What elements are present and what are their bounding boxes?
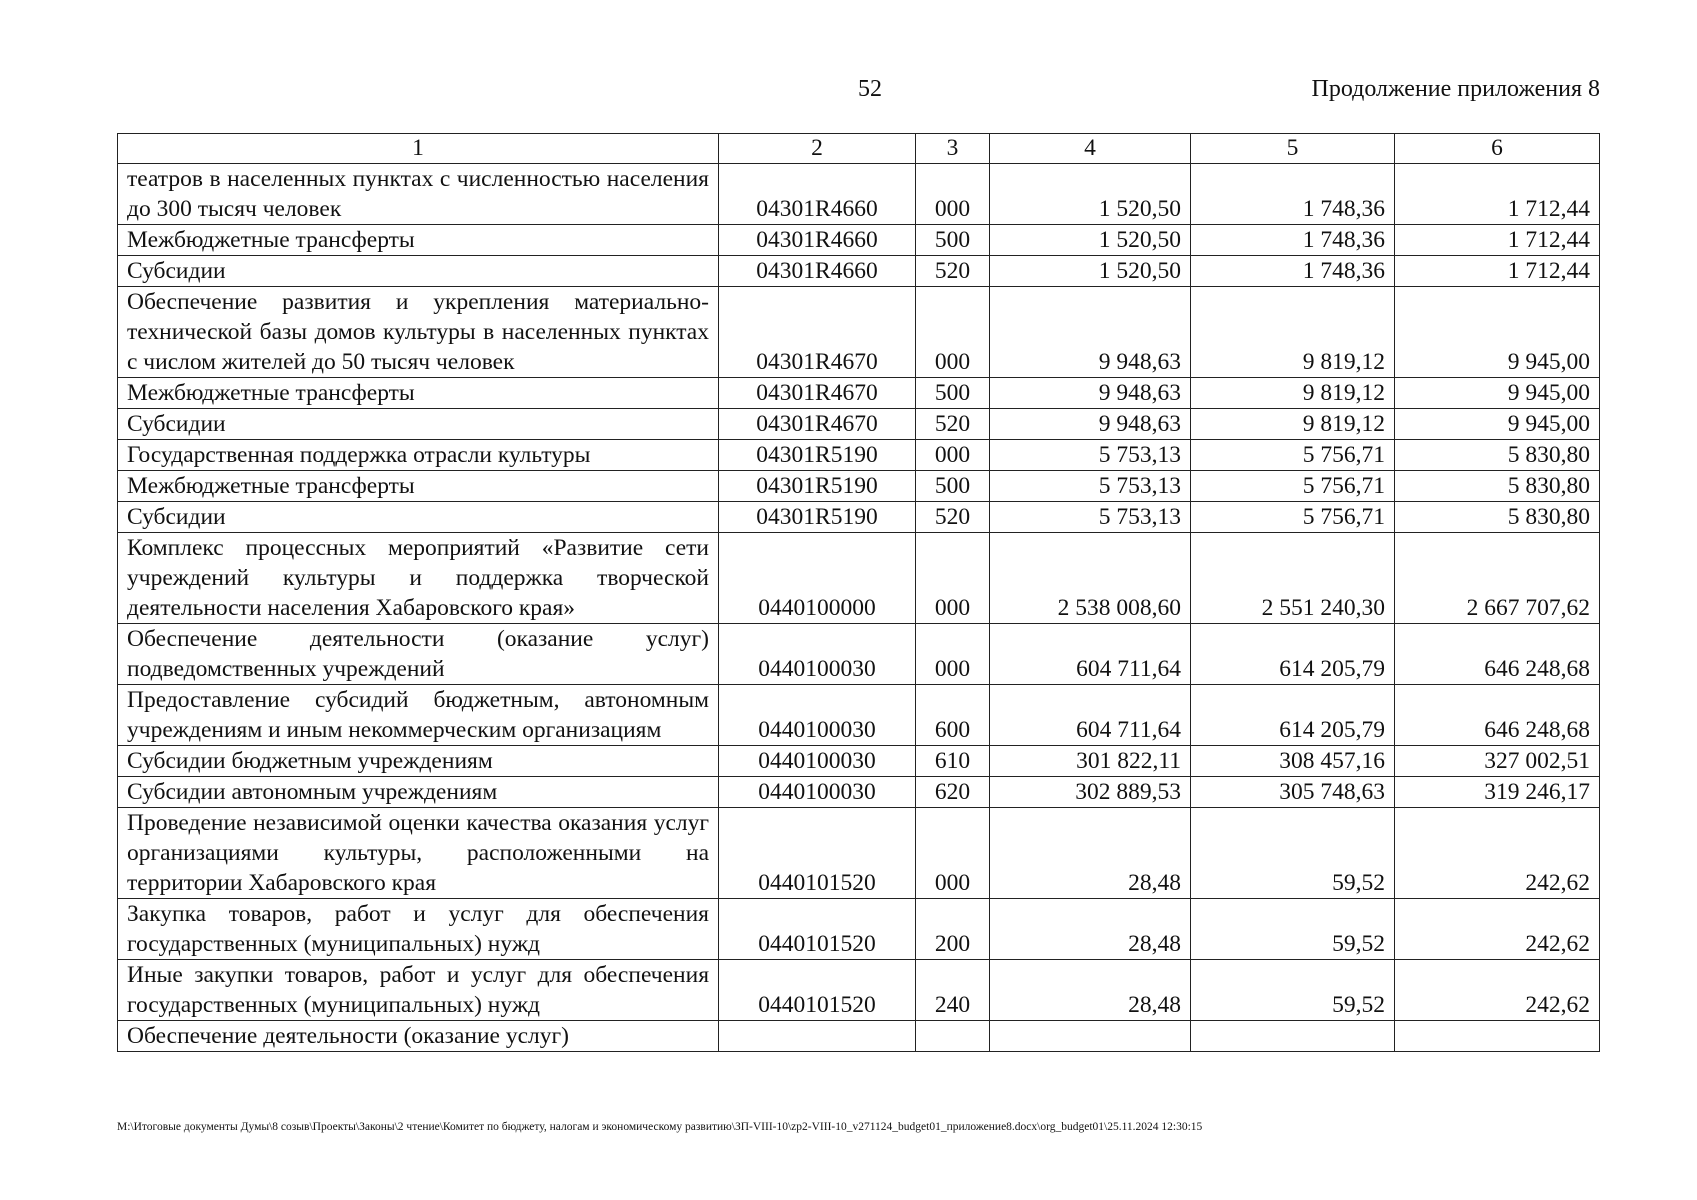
row-amount-col5-cell: 614 205,79 (1191, 624, 1395, 685)
row-amount-col5-cell: 59,52 (1191, 960, 1395, 1021)
row-amount-col4-cell: 9 948,63 (990, 287, 1191, 378)
row-name-cell: Иные закупки товаров, работ и услуг для обеспечения государственных (муниципальных) нужд (118, 960, 719, 1021)
row-amount-col5-cell: 1 748,36 (1191, 164, 1395, 225)
row-amount-col6-cell: 319 246,17 (1395, 777, 1600, 808)
row-code-cell: 04301R4660 (719, 225, 916, 256)
row-amount-col6-cell: 242,62 (1395, 808, 1600, 899)
row-name-cell: театров в населенных пунктах с численностью населения до 300 тысяч человек (118, 164, 719, 225)
appendix-continuation-label: Продолжение приложения 8 (1311, 76, 1600, 102)
table-row (118, 533, 1600, 624)
row-amount-col5-cell: 308 457,16 (1191, 746, 1395, 777)
row-amount-col5-cell: 59,52 (1191, 808, 1395, 899)
row-expense-type-cell: 000 (916, 533, 990, 624)
row-amount-col5-cell: 2 551 240,30 (1191, 533, 1395, 624)
row-name-cell: Субсидии (118, 256, 719, 287)
table-row (118, 624, 1600, 685)
row-amount-col4-cell: 9 948,63 (990, 409, 1191, 440)
table-row (118, 808, 1600, 899)
row-amount-col6-cell: 5 830,80 (1395, 440, 1600, 471)
row-amount-col4-cell: 28,48 (990, 960, 1191, 1021)
row-amount-col5-cell: 614 205,79 (1191, 685, 1395, 746)
row-amount-col4-cell: 1 520,50 (990, 164, 1191, 225)
row-code-cell: 04301R4660 (719, 164, 916, 225)
row-expense-type-cell: 520 (916, 502, 990, 533)
row-amount-col4-cell: 5 753,13 (990, 440, 1191, 471)
row-amount-col4-cell: 5 753,13 (990, 471, 1191, 502)
budget-table (117, 133, 1600, 1052)
row-amount-col5-cell (1191, 1021, 1395, 1052)
row-expense-type-cell: 520 (916, 256, 990, 287)
table-row (118, 471, 1600, 502)
row-code-cell (719, 1021, 916, 1052)
table-row (118, 746, 1600, 777)
row-code-cell: 0440100030 (719, 746, 916, 777)
row-code-cell: 04301R4660 (719, 256, 916, 287)
row-name-cell: Межбюджетные трансферты (118, 378, 719, 409)
table-header-row (118, 134, 1600, 164)
row-code-cell: 04301R4670 (719, 378, 916, 409)
row-name-cell: Государственная поддержка отрасли культуры (118, 440, 719, 471)
row-code-cell: 0440100030 (719, 777, 916, 808)
row-expense-type-cell: 500 (916, 225, 990, 256)
table-row (118, 777, 1600, 808)
row-amount-col5-cell: 9 819,12 (1191, 409, 1395, 440)
row-amount-col6-cell: 2 667 707,62 (1395, 533, 1600, 624)
row-expense-type-cell: 520 (916, 409, 990, 440)
row-amount-col6-cell: 646 248,68 (1395, 624, 1600, 685)
row-amount-col4-cell: 28,48 (990, 808, 1191, 899)
row-amount-col4-cell: 28,48 (990, 899, 1191, 960)
row-name-cell: Обеспечение деятельности (оказание услуг) (118, 1021, 719, 1052)
row-amount-col6-cell: 242,62 (1395, 960, 1600, 1021)
row-name-cell: Субсидии (118, 409, 719, 440)
row-name-cell: Субсидии автономным учреждениям (118, 777, 719, 808)
row-amount-col4-cell: 2 538 008,60 (990, 533, 1191, 624)
table-row (118, 440, 1600, 471)
row-name-cell: Предоставление субсидий бюджетным, автономным учреждениям и иным некоммерческим организациям (118, 685, 719, 746)
row-name-cell: Межбюджетные трансферты (118, 225, 719, 256)
row-expense-type-cell: 000 (916, 164, 990, 225)
row-code-cell: 04301R5190 (719, 471, 916, 502)
table-row (118, 378, 1600, 409)
row-amount-col6-cell: 1 712,44 (1395, 225, 1600, 256)
row-amount-col6-cell: 9 945,00 (1395, 287, 1600, 378)
row-expense-type-cell: 000 (916, 624, 990, 685)
row-expense-type-cell: 600 (916, 685, 990, 746)
row-expense-type-cell (916, 1021, 990, 1052)
row-amount-col5-cell: 5 756,71 (1191, 471, 1395, 502)
table-row (118, 164, 1600, 225)
row-name-cell: Проведение независимой оценки качества оказания услуг организациями культуры, расположенными на территории Хабаровского края (118, 808, 719, 899)
table-row (118, 287, 1600, 378)
row-code-cell: 0440100000 (719, 533, 916, 624)
row-code-cell: 04301R5190 (719, 440, 916, 471)
row-amount-col5-cell: 1 748,36 (1191, 256, 1395, 287)
document-file-path: M:\Итоговые документы Думы\8 созыв\Проекты\Законы\2 чтение\Комитет по бюджету, налогам и экономическому развитию\ЗП-VIII-10\zp2-VIII-10_v271124_budget01_приложение8.docx\org_budget01\25.11.2024 12:30:15 (117, 1121, 1203, 1133)
row-amount-col6-cell: 9 945,00 (1395, 409, 1600, 440)
row-amount-col6-cell (1395, 1021, 1600, 1052)
table-row (118, 960, 1600, 1021)
column-header: 6 (1395, 134, 1600, 164)
row-code-cell: 04301R4670 (719, 409, 916, 440)
row-amount-col4-cell: 604 711,64 (990, 624, 1191, 685)
row-expense-type-cell: 620 (916, 777, 990, 808)
row-amount-col6-cell: 5 830,80 (1395, 471, 1600, 502)
row-expense-type-cell: 500 (916, 471, 990, 502)
row-amount-col6-cell: 1 712,44 (1395, 256, 1600, 287)
row-code-cell: 04301R4670 (719, 287, 916, 378)
row-amount-col6-cell: 1 712,44 (1395, 164, 1600, 225)
row-amount-col4-cell: 302 889,53 (990, 777, 1191, 808)
column-header: 3 (916, 134, 990, 164)
row-code-cell: 0440100030 (719, 624, 916, 685)
row-expense-type-cell: 610 (916, 746, 990, 777)
page-number: 52 (858, 76, 882, 102)
row-code-cell: 0440101520 (719, 808, 916, 899)
row-code-cell: 0440101520 (719, 960, 916, 1021)
row-code-cell: 0440101520 (719, 899, 916, 960)
row-amount-col5-cell: 9 819,12 (1191, 287, 1395, 378)
row-amount-col6-cell: 327 002,51 (1395, 746, 1600, 777)
table-row (118, 409, 1600, 440)
row-amount-col4-cell (990, 1021, 1191, 1052)
row-amount-col4-cell: 1 520,50 (990, 256, 1191, 287)
row-amount-col4-cell: 301 822,11 (990, 746, 1191, 777)
row-expense-type-cell: 000 (916, 808, 990, 899)
row-expense-type-cell: 200 (916, 899, 990, 960)
row-amount-col6-cell: 5 830,80 (1395, 502, 1600, 533)
row-expense-type-cell: 000 (916, 287, 990, 378)
table-row (118, 502, 1600, 533)
row-amount-col4-cell: 9 948,63 (990, 378, 1191, 409)
column-header: 1 (118, 134, 719, 164)
row-amount-col5-cell: 1 748,36 (1191, 225, 1395, 256)
row-amount-col6-cell: 9 945,00 (1395, 378, 1600, 409)
row-expense-type-cell: 000 (916, 440, 990, 471)
row-name-cell: Межбюджетные трансферты (118, 471, 719, 502)
row-amount-col5-cell: 59,52 (1191, 899, 1395, 960)
row-code-cell: 0440100030 (719, 685, 916, 746)
row-amount-col5-cell: 5 756,71 (1191, 502, 1395, 533)
row-name-cell: Обеспечение развития и укрепления материально-технической базы домов культуры в населенных пунктах с числом жителей до 50 тысяч человек (118, 287, 719, 378)
row-name-cell: Обеспечение деятельности (оказание услуг) подведомственных учреждений (118, 624, 719, 685)
table-row (118, 899, 1600, 960)
row-expense-type-cell: 240 (916, 960, 990, 1021)
row-amount-col4-cell: 5 753,13 (990, 502, 1191, 533)
table-row (118, 685, 1600, 746)
table-row (118, 1021, 1600, 1052)
row-amount-col4-cell: 604 711,64 (990, 685, 1191, 746)
column-header: 5 (1191, 134, 1395, 164)
row-amount-col5-cell: 305 748,63 (1191, 777, 1395, 808)
row-name-cell: Комплекс процессных мероприятий «Развитие сети учреждений культуры и поддержка творческой деятельности населения Хабаровского края» (118, 533, 719, 624)
row-name-cell: Субсидии бюджетным учреждениям (118, 746, 719, 777)
row-amount-col6-cell: 242,62 (1395, 899, 1600, 960)
column-header: 2 (719, 134, 916, 164)
row-expense-type-cell: 500 (916, 378, 990, 409)
row-amount-col5-cell: 9 819,12 (1191, 378, 1395, 409)
row-amount-col6-cell: 646 248,68 (1395, 685, 1600, 746)
column-header: 4 (990, 134, 1191, 164)
table-row (118, 256, 1600, 287)
table-row (118, 225, 1600, 256)
row-name-cell: Закупка товаров, работ и услуг для обеспечения государственных (муниципальных) нужд (118, 899, 719, 960)
row-amount-col4-cell: 1 520,50 (990, 225, 1191, 256)
row-code-cell: 04301R5190 (719, 502, 916, 533)
row-amount-col5-cell: 5 756,71 (1191, 440, 1395, 471)
row-name-cell: Субсидии (118, 502, 719, 533)
